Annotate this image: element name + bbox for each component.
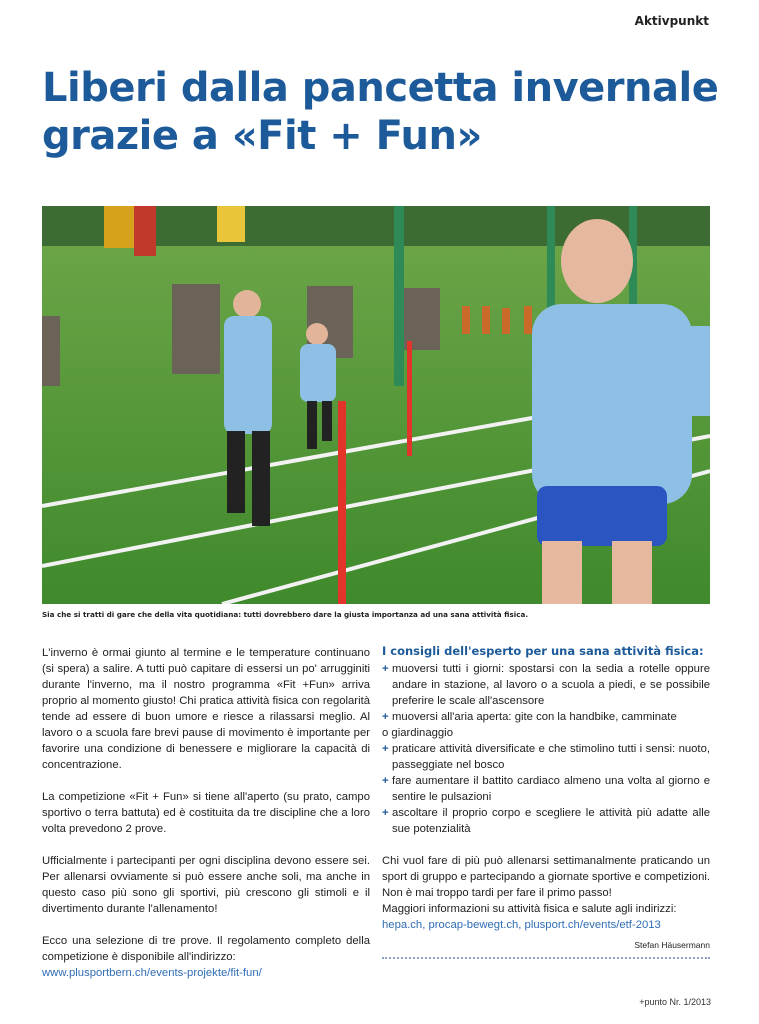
- signboard: [404, 288, 440, 350]
- tip-item: [382, 709, 710, 725]
- banner: [217, 206, 245, 242]
- runners-photo: [42, 206, 710, 604]
- paragraph: Ufficialmente i partecipanti per ogni disciplina devono essere sei. Per allenarsi ovviamente si può essere anche soli, ma anche in questo caso più sono gli sportivi, più crescono gli stimoli e il divertimento durante l'allenamento!: [42, 855, 370, 915]
- pole: [547, 206, 555, 316]
- page-footer: +punto Nr. 1/2013: [639, 997, 711, 1007]
- left-column: [42, 645, 370, 997]
- signboard: [42, 316, 60, 386]
- runner-leg: [252, 431, 270, 526]
- runner-leg: [322, 401, 332, 441]
- runner-head: [233, 290, 261, 318]
- runner-shorts: [537, 486, 667, 546]
- tip-item: [382, 805, 710, 837]
- banner: [134, 206, 156, 256]
- runner-leg: [612, 541, 652, 604]
- tip-text: muoversi all'aria aperta: gite con la handbike, camminate: [392, 711, 677, 723]
- dotted-divider: [382, 957, 710, 961]
- rules-link[interactable]: www.plusportbern.ch/events-projekte/fit-fun/: [42, 967, 262, 979]
- runner-shirt: [224, 316, 272, 434]
- paragraph: L'inverno è ormai giunto al termine e le temperature continuano (si spera) a salire. A tutti può capitare di essersi un po' arrugginiti durante l'inverno, ma il nostro programma «Fit +Fun» arriva proprio al momento giusto! Chi pratica attività fisica con regolarità tende ad essere di buon umore e riesce a rilassarsi meglio. Al lavoro o a scuola fare brevi pause di movimento è importante per favorire una condizione di benessere e migliorare la capacità di concentrazione.: [42, 647, 370, 771]
- paragraph: [42, 933, 370, 981]
- plus-icon: +: [382, 663, 389, 675]
- photo-illustration: [42, 206, 710, 604]
- headline-line-1: Liberi dalla pancetta invernale: [42, 65, 719, 111]
- right-column: [382, 643, 710, 961]
- tip-item: [382, 773, 710, 805]
- tip-text: fare aumentare il battito cardiaco almeno una volta al giorno e sentire le pulsazioni: [392, 775, 710, 803]
- headline: [42, 64, 722, 160]
- bystander: [682, 326, 710, 416]
- tip-item: [382, 741, 710, 773]
- paragraph: Chi vuol fare di più può allenarsi settimanalmente praticando un sport di gruppo e partecipando a giornate sportive e competizioni. Non è mai troppo tardi per fare il primo passo!: [382, 855, 710, 899]
- tip-text: muoversi tutti i giorni: spostarsi con la sedia a rotelle oppure andare in stazione, al lavoro o a scuola a piedi, e se possibile preferire le scale all'ascensore: [392, 663, 710, 707]
- section-label: Aktivpunkt: [634, 14, 709, 28]
- runner-head: [306, 323, 328, 345]
- pole: [394, 206, 404, 386]
- runner-shirt: [532, 304, 692, 504]
- author: Stefan Häusermann: [634, 940, 710, 950]
- paragraph-text: Ecco una selezione di tre prove. Il regolamento completo della competizione è disponibile all'indirizzo:: [42, 935, 370, 963]
- tip-text: ascoltare il proprio corpo e scegliere le attività più adatte alle sue potenzialità: [392, 807, 710, 835]
- plus-icon: +: [382, 743, 389, 755]
- info-links[interactable]: hepa.ch, procap-bewegt.ch, plusport.ch/events/etf-2013: [382, 919, 661, 931]
- runner-leg: [227, 431, 245, 513]
- runner-shirt: [300, 344, 336, 402]
- photo-caption: Sia che si tratti di gare che della vita quotidiana: tutti dovrebbero dare la giusta importanza ad una sana attività fisica.: [42, 610, 529, 619]
- red-marker-pole: [407, 341, 412, 456]
- signboard: [172, 284, 220, 374]
- paragraph: Maggiori informazioni su attività fisica e salute agli indirizzi:: [382, 903, 677, 915]
- plus-icon: +: [382, 807, 389, 819]
- tip-text: praticare attività diversificate e che stimolino tutti i sensi: nuoto, passeggiate nel bosco: [392, 743, 710, 771]
- tip-continuation: o giardinaggio: [382, 727, 453, 739]
- paragraph: La competizione «Fit + Fun» si tiene all'aperto (su prato, campo sportivo o terra battuta) ed è costituita da tre discipline che a loro volta prevedono 2 prove.: [42, 791, 370, 835]
- runner-head: [561, 219, 633, 303]
- headline-line-2: grazie a «Fit + Fun»: [42, 113, 482, 159]
- plus-icon: +: [382, 775, 389, 787]
- runner-leg: [542, 541, 582, 604]
- tips-title: I consigli dell'esperto per una sana attività fisica:: [382, 644, 704, 658]
- plus-icon: +: [382, 711, 389, 723]
- tip-item: [382, 661, 710, 709]
- runner-leg: [307, 401, 317, 449]
- red-marker-pole: [338, 401, 346, 604]
